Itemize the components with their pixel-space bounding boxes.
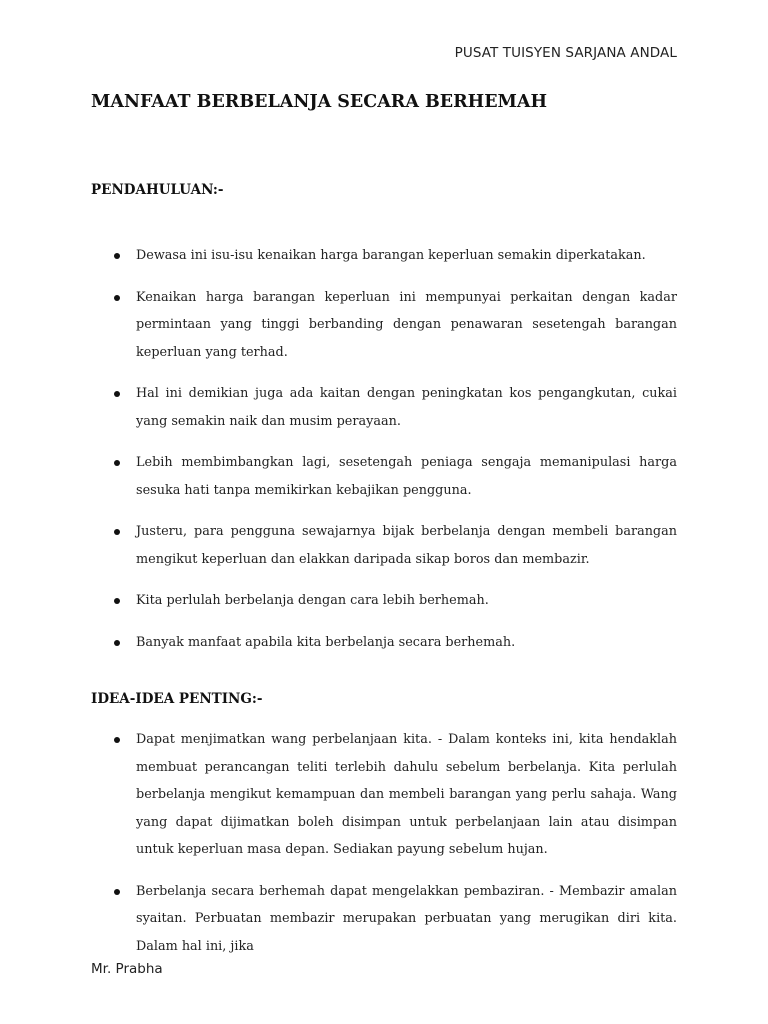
list-item (91, 518, 677, 573)
list-item-text: Kenaikan harga barangan keperluan ini mempunyai perkaitan dengan kadar permintaan yang tinggi berbanding dengan penawaran sesetengah barangan keperluan yang terhad. (136, 289, 677, 360)
bullet-icon (114, 295, 120, 301)
bullet-icon (114, 889, 120, 895)
section-heading-idea-penting: IDEA-IDEA PENTING:- (91, 691, 263, 707)
idea-penting-bullet-list (91, 726, 677, 974)
pendahuluan-bullet-list (91, 242, 677, 670)
page-header: PUSAT TUISYEN SARJANA ANDAL (454, 45, 677, 61)
list-item (91, 284, 677, 367)
list-item-text: Banyak manfaat apabila kita berbelanja secara berhemah. (136, 634, 516, 650)
bullet-icon (114, 598, 120, 604)
list-item (91, 242, 677, 270)
list-item (91, 629, 677, 657)
list-item-text: Justeru, para pengguna sewajarnya bijak berbelanja dengan membeli barangan mengikut keperluan dan elakkan daripada sikap boros dan membazir. (136, 524, 677, 567)
list-item (91, 726, 677, 864)
bullet-icon (114, 737, 120, 743)
list-item-text: Kita perlulah berbelanja dengan cara lebih berhemah. (136, 593, 489, 608)
bullet-icon (114, 640, 120, 646)
list-item (91, 449, 677, 504)
list-item-text: Lebih membimbangkan lagi, sesetengah peniaga sengaja memanipulasi harga sesuka hati tanpa memikirkan kebajikan pengguna. (136, 455, 677, 498)
bullet-icon (114, 460, 120, 466)
page-footer: Mr. Prabha (91, 961, 163, 977)
list-item (91, 380, 677, 435)
document-title: MANFAAT BERBELANJA SECARA BERHEMAH (91, 92, 548, 112)
list-item-text: Berbelanja secara berhemah dapat mengelakkan pembaziran. - Membazir amalan syaitan. Perbuatan membazir merupakan perbuatan yang merugikan diri kita. Dalam hal ini, jika (136, 883, 677, 954)
list-item-text: Dewasa ini isu-isu kenaikan harga barangan keperluan semakin diperkatakan. (136, 248, 646, 263)
list-item (91, 878, 677, 961)
list-item-text: Hal ini demikian juga ada kaitan dengan peningkatan kos pengangkutan, cukai yang semakin naik dan musim perayaan. (136, 386, 677, 429)
bullet-icon (114, 391, 120, 397)
section-heading-pendahuluan: PENDAHULUAN:- (91, 182, 224, 198)
list-item (91, 587, 677, 615)
bullet-icon (114, 253, 120, 259)
bullet-icon (114, 529, 120, 535)
list-item-text: Dapat menjimatkan wang perbelanjaan kita. - Dalam konteks ini, kita hendaklah membuat perancangan teliti terlebih dahulu sebelum berbelanja. Kita perlulah berbelanja mengikut kemampuan dan membeli barangan yang perlu sahaja. Wang yang dapat dijimatkan boleh disimpan untuk perbelanjaan lain atau disimpan untuk keperluan masa depan. Sediakan payung sebelum hujan. (136, 732, 677, 857)
